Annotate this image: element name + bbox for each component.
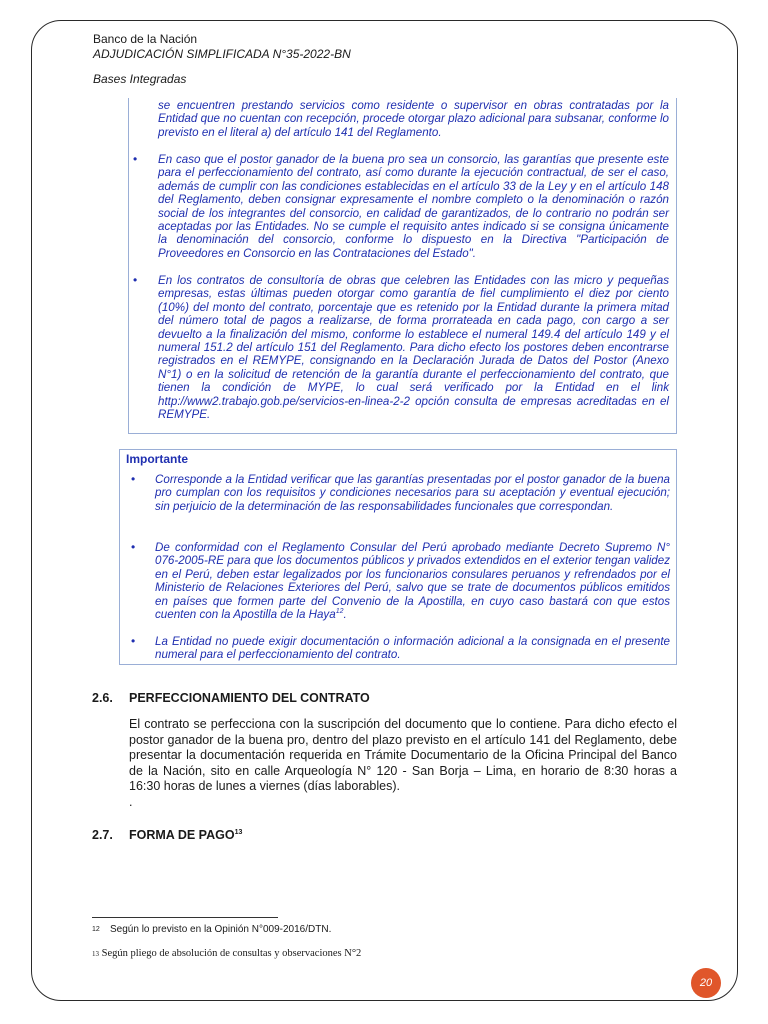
footnote-13-number: 13 xyxy=(92,950,99,958)
section-2-6-title: PERFECCIONAMIENTO DEL CONTRATO xyxy=(129,691,370,705)
footnote-ref-12[interactable]: 12 xyxy=(335,608,344,616)
footnote-12-text: Según lo previsto en la Opinión N°009-2016/DTN. xyxy=(110,924,332,935)
box2-bullet-verification: Corresponde a la Entidad verificar que las garantías presentadas por el postor ganador de la buena pro cumplan con los requisitos y condiciones necesarios para su aceptación y eventual ejecución; sin perjuicio de la determinación de las responsabilidades funcionales que correspondan. xyxy=(155,473,670,513)
box2-bullet-no-extra-docs: La Entidad no puede exigir documentación o información adicional a la consignada en el presente numeral para el perfeccionamiento del contrato. xyxy=(155,635,670,662)
importante-title: Importante xyxy=(126,452,189,466)
box1-bullet-consortium: En caso que el postor ganador de la buena pro sea un consorcio, las garantías que presente este para el perfeccionamiento del contrato, así como durante la ejecución contractual, de ser el caso, además de cumplir con las condiciones establecidas en el artículo 33 de la Ley y en el artículo 148 del Reglamento, deben consignar expresamente el nombre completo o la denominación o razón social de los integrantes del consorcio, en calidad de garantizados, de lo contrario no podrán ser aceptadas por las Entidades. No se cumple el requisito antes indicado si se consigna únicamente la denominación del consorcio, conforme lo dispuesto en la Directiva "Participación de Proveedores en Consorcio en las Contrataciones del Estado". xyxy=(158,153,669,260)
footnote-12-number: 12 xyxy=(92,926,100,933)
section-2-6-number: 2.6. xyxy=(92,691,113,705)
box1-continuation-text: se encuentren prestando servicios como residente o supervisor en obras contratadas por la Entidad que no cuentan con recepción, procede otorgar plazo adicional para subsanar, conforme lo previsto en el literal a) del artículo 141 del Reglamento. xyxy=(158,99,669,139)
section-2-6-trailing: . xyxy=(129,794,133,809)
box2-bullet-consular-text: De conformidad con el Reglamento Consular del Perú aprobado mediante Decreto Supremo N° 076-2005-RE para que los documentos públicos y privados extendidos en el exterior tengan validez en el Perú, deben estar legalizados por los funcionarios consulares peruanos y refrendados por el Ministerio de Relaciones Exteriores del Perú, salvo que se trate de documentos públicos emitidos en países que formen parte del Convenio de la Apostilla, en cuyo caso bastará con que estos cuenten con la Apostilla de la Haya xyxy=(155,541,670,622)
section-2-6-paragraph xyxy=(129,717,677,811)
header-bank-name: Banco de la Nación xyxy=(93,32,198,46)
footnote-ref-13[interactable]: 13 xyxy=(234,828,243,836)
section-2-7-title xyxy=(129,828,242,843)
section-2-7-title-text: FORMA DE PAGO xyxy=(129,828,235,842)
section-2-7-number: 2.7. xyxy=(92,828,113,842)
footnote-13-text: Según pliego de absolución de consultas y observaciones N°2 xyxy=(101,948,362,959)
bullet-icon: • xyxy=(133,152,138,166)
section-2-6-text: El contrato se perfecciona con la suscripción del documento que lo contiene. Para dicho efecto el postor ganador de la buena pro, dentro del plazo previsto en el artículo 141 del Reglamento, debe presentar la documentación requerida en Trámite Documentario de la Oficina Principal del Banco de la Nación, sito en calle Arqueología N° 120 - San Borja – Lima, en horario de 8:30 horas a 16:30 horas de lunes a viernes (días laborables). xyxy=(129,717,677,794)
footnote-separator xyxy=(92,917,278,918)
bullet-icon: • xyxy=(131,540,136,554)
header-document-type: Bases Integradas xyxy=(93,72,187,86)
bullet-icon: • xyxy=(133,273,138,287)
box1-bullet-mype: En los contratos de consultoría de obras que celebren las Entidades con las micro y pequeñas empresas, estas últimas pueden otorgar como garantía de fiel cumplimiento el diez por ciento (10%) del monto del contrato, porcentaje que es retenido por la Entidad durante la primera mitad del número total de pagos a realizarse, de forma prorrateada en cada pago, con cargo a ser devuelto a la finalización del mismo, conforme lo establece el numeral 149.4 del artículo 149 y el numeral 151.2 del artículo 151 del Reglamento. Para dicho efecto los postores deben encontrarse registrados en el REMYPE, consignando en la Declaración Jurada de Datos del Postor (Anexo N°1) o en la solicitud de retención de la garantía durante el perfeccionamiento del contrato, que tienen la condición de MYPE, lo cual será verificado por la Entidad en el link http://www2.trabajo.gob.pe/servicios-en-linea-2-2 opción consulta de empresas acreditadas en el REMYPE. xyxy=(158,274,669,422)
bullet-icon: • xyxy=(131,634,136,648)
page-number-badge: 20 xyxy=(691,968,721,998)
footnote-12 xyxy=(92,924,331,936)
box2-bullet-consular xyxy=(155,541,670,621)
footnote-13 xyxy=(92,948,361,960)
bullet-icon: • xyxy=(131,472,136,486)
header-procedure-title: ADJUDICACIÓN SIMPLIFICADA N°35-2022-BN xyxy=(93,47,351,61)
box2-bullet-consular-end: . xyxy=(343,608,347,622)
